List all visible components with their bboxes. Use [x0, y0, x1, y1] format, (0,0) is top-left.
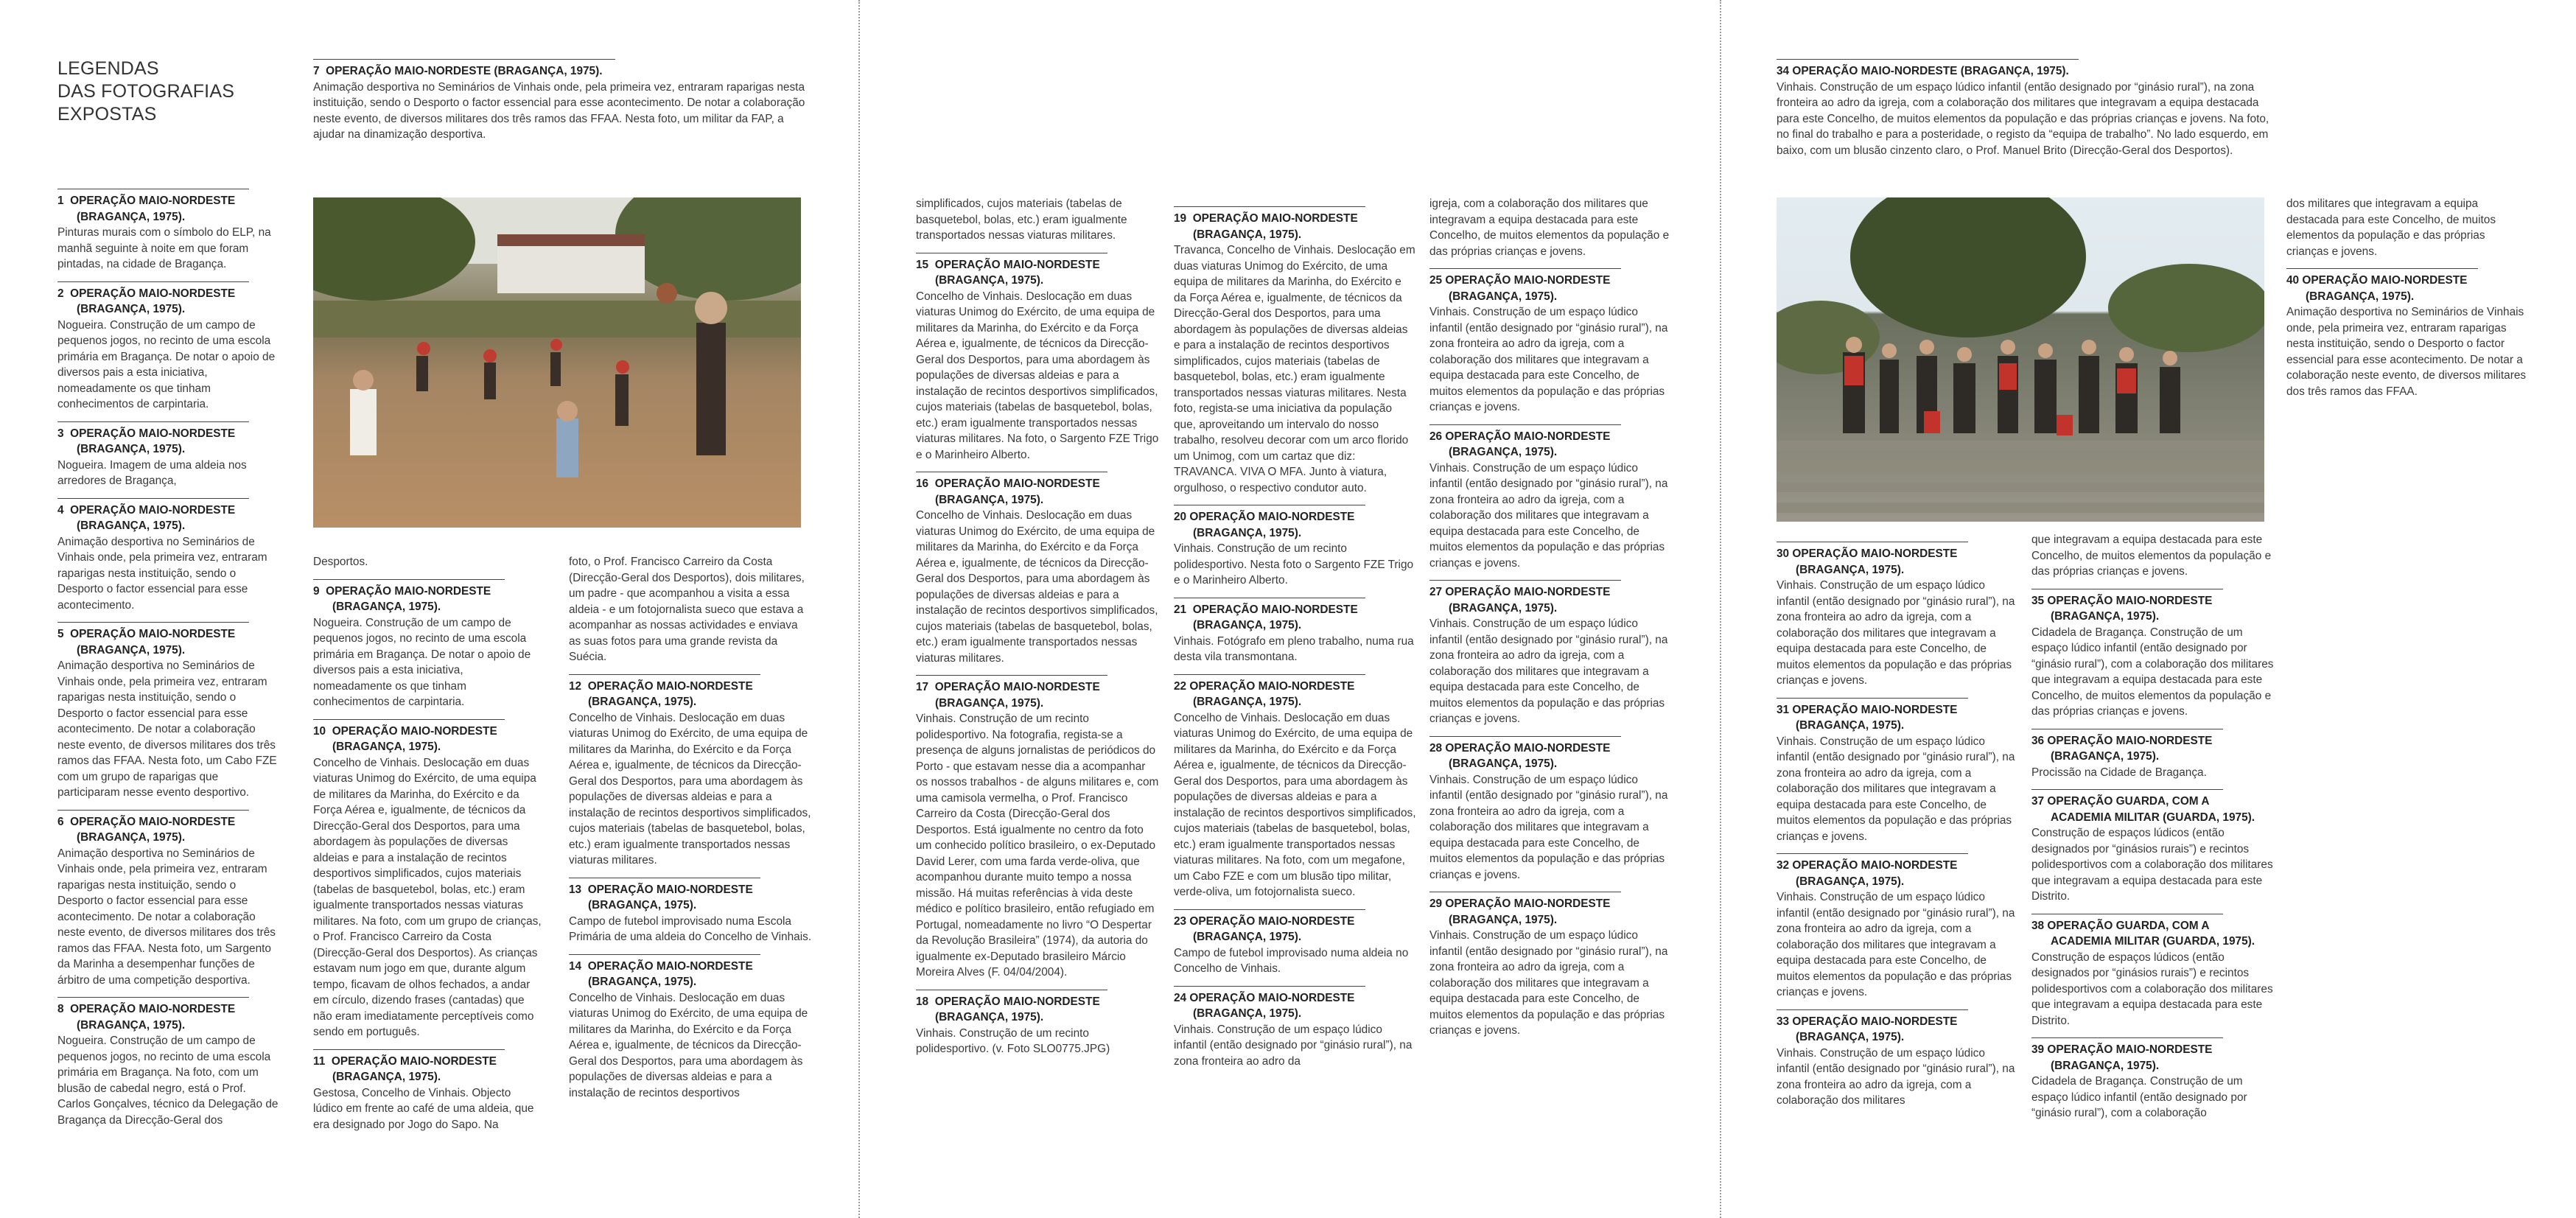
caption-9 — [313, 579, 542, 710]
caption-rule — [569, 954, 760, 955]
caption-38 — [2031, 914, 2275, 1029]
caption-heading: OPERAÇÃO MAIO-NORDESTE — [2047, 1043, 2213, 1056]
caption-subheading: (BRAGANÇA, 1975). — [1193, 931, 1302, 943]
caption-11-continued: foto, o Prof. Francisco Carreiro da Costa (Direcção-Geral dos Desportos), dois militares, um padre - que acompanhou a visita a essa aldeia - e um fotojornalista sueco que estava a acompanhar as nossas actividades e enviava as suas fotos para uma grande revista da Suécia. — [569, 556, 805, 663]
caption-number: 20 — [1174, 511, 1187, 523]
caption-number: 10 — [313, 724, 326, 738]
caption-body: Animação desportiva no Seminários de Vinhais onde, pela primeira vez, entraram raparigas nesta instituição, sendo o Desporto o factor essencial para esse acontecimento. De notar a colaboração neste evento, de diversos militares dos três ramos das FFAA. Nesta foto, um militar da FAP, a ajudar na dinamização desportiva. — [313, 80, 805, 141]
caption-rule — [1777, 59, 2079, 60]
caption-body: Concelho de Vinhais. Deslocação em duas viaturas Unimog do Exército, de uma equipa de militares da Marinha, do Exército e da Força Aérea e, igualmente, de técnicos da Direcção-Geral dos Desportos, para uma abordagem às populações de diversas aldeias e para a instalação de recintos desportivos simplificados, cujos materiais (tabelas de basquetebol, bolas, etc.) eram igualmente transportados nessas viaturas militares. Na foto, com um megafone, um Cabo FZE e com um blusão tipo militar, verde-oliva, um fotojornalista sueco. — [1174, 711, 1416, 898]
caption-column-top-left — [313, 59, 814, 152]
caption-2 — [57, 281, 279, 413]
caption-body: Animação desportiva no Seminários de Vinhais onde, pela primeira vez, entraram raparigas nesta instituição, sendo o Desporto o factor essencial para esse acontecimento. De notar a colaboração neste evento, de diversos militares dos três ramos das FFAA. Nesta foto, um Sargento da Marinha a desempenhar funções de árbitro de uma competição desportiva. — [57, 847, 276, 987]
caption-rule — [569, 674, 760, 675]
caption-body: Vinhais. Construção de um espaço lúdico infantil (então designado por “ginásio rural”), na zona fronteira ao adro da igreja, com a colaboração dos militares que integravam a equipa destacada para este Concelho, de muitos elementos da população e das próprias crianças e jovens. — [1777, 735, 2015, 843]
caption-39-continued: dos militares que integravam a equipa destacada para este Concelho, de muitos elementos da população e das próprias crianças e jovens. — [2286, 197, 2496, 258]
caption-20 — [1174, 505, 1417, 589]
caption-number: 13 — [569, 883, 582, 896]
caption-body: Pinturas murais com o símbolo do ELP, na manhã seguinte à noite em que foram pintadas, na cidade de Bragança. — [57, 226, 271, 270]
caption-number: 1 — [57, 195, 64, 207]
caption-number: 37 — [2031, 795, 2045, 808]
caption-36 — [2031, 729, 2275, 781]
caption-heading: OPERAÇÃO MAIO-NORDESTE — [326, 584, 491, 598]
caption-body: Construção de espaços lúdicos (então designados por “ginásios rurais”) e recintos polidesportivos com a colaboração dos militares que integravam a equipa destacada para este Distrito. — [2031, 951, 2273, 1027]
caption-3 — [57, 421, 279, 489]
caption-number: 14 — [569, 959, 582, 973]
caption-heading: OPERAÇÃO MAIO-NORDESTE — [1792, 1015, 1958, 1028]
caption-body: Concelho de Vinhais. Deslocação em duas viaturas Unimog do Exército, de uma equipa de militares da Marinha, do Exército e da Força Aérea e, igualmente, de técnicos da Direcção-Geral dos Desportos, para uma abordagem às populações de diversas aldeias e para a instalação de recintos desportivos simplificados, cujos materiais (tabelas de basquetebol, bolas, etc.) eram igualmente transportados nessas viaturas militares. — [569, 711, 811, 867]
caption-subheading: (BRAGANÇA, 1975). — [588, 976, 697, 988]
caption-27 — [1429, 580, 1673, 727]
caption-body: Cidadela de Bragança. Construção de um espaço lúdico infantil (então designado por “ginásio rural”), com a colaboração dos militares que integravam a equipa destacada para este Concelho, de muitos elementos da população e das próprias crianças e jovens. — [2031, 626, 2274, 718]
caption-heading: OPERAÇÃO MAIO-NORDESTE — [70, 195, 236, 207]
caption-subheading: (BRAGANÇA, 1975). — [77, 210, 186, 223]
caption-column-d — [916, 196, 1159, 1066]
caption-number: 25 — [1429, 274, 1443, 287]
caption-rule — [57, 498, 249, 499]
caption-subheading: (BRAGANÇA, 1975). — [588, 696, 697, 708]
caption-heading: OPERAÇÃO GUARDA, COM A — [2047, 795, 2210, 808]
caption-body: Concelho de Vinhais. Deslocação em duas viaturas Unimog do Exército, de uma equipa de militares da Marinha, do Exército e da Força Aérea e, igualmente, de técnicos da Direcção-Geral dos Desportos, para uma abordagem às populações de diversas aldeias e para a instalação de recintos desportivos simplificados, cujos materiais (tabelas de basquetebol, bolas, etc.) eram igualmente transportados nessas viaturas militares. — [916, 509, 1158, 665]
caption-column-h — [1777, 542, 2020, 1118]
caption-rule — [1174, 909, 1365, 910]
caption-number: 9 — [313, 584, 320, 598]
caption-subheading: (BRAGANÇA, 1975). — [1796, 563, 1905, 576]
caption-body: Nogueira. Construção de um campo de pequenos jogos, no recinto de uma escola primária em Bragança. Na foto, com um blusão de cabedal negro, está o Prof. Carlos Gonçalves, técnico da Delegação de Bragança da Direcção-Geral dos — [57, 1035, 279, 1127]
section-title-line-2: DAS FOTOGRAFIAS — [57, 81, 235, 102]
caption-body: Nogueira. Construção de um campo de pequenos jogos, no recinto de uma escola primária em Bragança. De notar o apoio de diversos pais a esta iniciativa, nomeadamente os que tinham conhecimentos de carpintaria. — [313, 616, 531, 708]
caption-subheading: (BRAGANÇA, 1975). — [1796, 1031, 1905, 1043]
caption-subheading: ACADEMIA MILITAR (GUARDA, 1975). — [2051, 811, 2255, 824]
caption-body: Travanca, Concelho de Vinhais. Deslocação em duas viaturas Unimog do Exército, de uma equipa de militares da Marinha, do Exército e da Força Aérea e, igualmente, de técnicos da Direcção-Geral dos Desportos, para uma abordagem às populações de diversas aldeias e para a instalação de recintos desportivos simplificados, cujos materiais (tabelas de basquetebol, bolas, etc.) eram igualmente transportados nessas viaturas militares. Nesta foto, regista-se uma iniciativa da população que, aproveitando um intervalo do nosso trabalho, resolveu decorar com um arco florido um Unimog, com um cartaz que diz: TRAVANCA. VIVA O MFA. Junto à viatura, orgulhoso, o respectivo condutor auto. — [1174, 244, 1415, 494]
caption-subheading: (BRAGANÇA, 1975). — [77, 443, 186, 455]
caption-6 — [57, 810, 279, 989]
caption-subheading: (BRAGANÇA, 1975). — [77, 831, 186, 844]
caption-1 — [57, 189, 279, 273]
caption-subheading: (BRAGANÇA, 1975). — [77, 303, 186, 315]
caption-31 — [1777, 698, 2020, 845]
caption-body: Vinhais. Construção de um espaço lúdico infantil (então designado por “ginásio rural”), na zona fronteira ao adro da igreja, com a colaboração dos militares que integravam a equipa destacada para este Concelho, de muitos elementos da população e das próprias crianças e jovens. — [1429, 929, 1668, 1037]
caption-number: 35 — [2031, 594, 2045, 607]
caption-heading: OPERAÇÃO MAIO-NORDESTE — [1445, 741, 1611, 755]
caption-heading: OPERAÇÃO MAIO-NORDESTE — [1445, 586, 1611, 598]
caption-number: 5 — [57, 628, 64, 640]
caption-heading: OPERAÇÃO MAIO-NORDESTE — [1189, 914, 1355, 928]
caption-heading: OPERAÇÃO MAIO-NORDESTE — [1445, 274, 1611, 287]
caption-subheading: (BRAGANÇA, 1975). — [77, 1018, 186, 1032]
caption-body: Animação desportiva no Seminários de Vinhais onde, pela primeira vez, entraram raparigas nesta instituição, sendo o Desporto o factor essencial para esse acontecimento. — [57, 535, 267, 612]
caption-subheading: (BRAGANÇA, 1975). — [332, 601, 441, 613]
caption-heading: OPERAÇÃO MAIO-NORDESTE — [70, 1003, 236, 1015]
caption-29 — [1429, 892, 1673, 1039]
caption-subheading: (BRAGANÇA, 1975). — [332, 741, 441, 753]
caption-body: Vinhais. Construção de um espaço lúdico infantil (então designado por “ginásio rural”), na zona fronteira ao adro da — [1174, 1023, 1413, 1068]
caption-body: Nogueira. Imagem de uma aldeia nos arredores de Bragança, — [57, 458, 247, 487]
caption-heading: OPERAÇÃO MAIO-NORDESTE — [70, 628, 236, 640]
caption-heading: OPERAÇÃO MAIO-NORDESTE — [331, 1054, 497, 1068]
caption-number: 18 — [916, 995, 929, 1008]
caption-rule — [313, 1049, 505, 1050]
caption-rule — [1429, 424, 1621, 425]
caption-body: Vinhais. Construção de um espaço lúdico infantil (então designado por “ginásio rural”), na zona fronteira ao adro da igreja, com a colaboração dos militares que integravam a equipa destacada para este Concelho, de muitos elementos da população e das próprias crianças e jovens. Na foto, no final do trabalho e para a posteridade, o registo da “equipa de trabalho”. No lado esquerdo, em baixo, com um blusão cinzento claro, o Prof. Manuel Brito (Direcção-Geral dos Desportos). — [1777, 80, 2269, 157]
caption-body: Vinhais. Construção de um espaço lúdico infantil (então designado por “ginásio rural”), na zona fronteira ao adro da igreja, com a colaboração dos militares que integravam a equipa destacada para este Concelho, de muitos elementos da população e das próprias crianças e jovens. — [1429, 617, 1668, 725]
caption-number: 11 — [313, 1054, 326, 1068]
caption-heading: OPERAÇÃO MAIO-NORDESTE — [332, 724, 497, 738]
caption-column-g — [2286, 196, 2530, 408]
caption-subheading: (BRAGANÇA, 1975). — [1796, 719, 1905, 732]
caption-subheading: ACADEMIA MILITAR (GUARDA, 1975). — [2051, 935, 2255, 948]
caption-number: 23 — [1174, 914, 1187, 928]
caption-subheading: (BRAGANÇA, 1975). — [2051, 1059, 2160, 1072]
caption-heading: OPERAÇÃO MAIO-NORDESTE — [1192, 212, 1358, 225]
caption-heading: OPERAÇÃO MAIO-NORDESTE — [1445, 897, 1611, 910]
caption-number: 32 — [1777, 859, 1790, 872]
caption-subheading: (BRAGANÇA, 1975). — [2051, 610, 2160, 623]
caption-35 — [2031, 589, 2275, 720]
caption-14 — [569, 954, 812, 1102]
caption-rule — [2031, 789, 2223, 790]
caption-heading: OPERAÇÃO MAIO-NORDESTE — [934, 258, 1100, 271]
caption-heading: OPERAÇÃO MAIO-NORDESTE — [587, 679, 753, 693]
caption-column-c — [569, 554, 812, 1110]
caption-body: Vinhais. Construção de um espaço lúdico infantil (então designado por “ginásio rural”), na zona fronteira ao adro da igreja, com a colaboração dos militares — [1777, 1046, 2015, 1107]
caption-heading: OPERAÇÃO MAIO-NORDESTE — [1445, 430, 1611, 443]
caption-heading: OPERAÇÃO MAIO-NORDESTE — [934, 995, 1100, 1008]
caption-heading: OPERAÇÃO MAIO-NORDESTE — [70, 287, 236, 300]
caption-13 — [569, 878, 812, 945]
caption-subheading: (BRAGANÇA, 1975). — [1449, 913, 1558, 926]
caption-18 — [916, 990, 1159, 1057]
caption-number: 17 — [916, 681, 929, 693]
caption-body: Nogueira. Construção de um campo de pequenos jogos, no recinto de uma escola primária em Bragança. De notar o apoio de diversos pais a esta iniciativa, nomeadamente os que tinham conhecimentos de carpintaria. — [57, 318, 276, 410]
caption-14-continued: simplificados, cujos materiais (tabelas de basquetebol, bolas, etc.) eram igualmente transportados nessas viaturas militares. — [916, 197, 1127, 242]
page-fold-2 — [1720, 0, 1721, 1218]
caption-number: 28 — [1429, 741, 1443, 755]
caption-rule — [57, 421, 249, 422]
caption-body: Animação desportiva no Seminários de Vinhais onde, pela primeira vez, entraram raparigas nesta instituição, sendo o Desporto o factor essencial para esse acontecimento. De notar a colaboração neste evento, de diversos militares dos três ramos das FFAA. — [2286, 306, 2527, 398]
caption-number: 33 — [1777, 1015, 1790, 1028]
caption-heading: OPERAÇÃO MAIO-NORDESTE — [1792, 703, 1958, 716]
caption-body: Animação desportiva no Seminários de Vinhais onde, pela primeira vez, entraram raparigas nesta instituição, sendo o Desporto o factor essencial para esse acontecimento. De notar a colaboração neste evento, de diversos militares dos três ramos das FFAA. Nesta foto, um Cabo FZE com um grupo de raparigas que participaram nesse evento desportivo. — [57, 659, 277, 799]
caption-rule — [57, 810, 249, 811]
caption-number: 22 — [1174, 679, 1187, 693]
caption-body: Construção de espaços lúdicos (então designados por “ginásios rurais”) e recintos polidesportivos com a colaboração dos militares que integravam a equipa destacada para este Distrito. — [2031, 827, 2273, 903]
caption-subheading: (BRAGANÇA, 1975). — [1449, 757, 1558, 770]
caption-subheading: (BRAGANÇA, 1975). — [935, 1011, 1044, 1023]
caption-heading: OPERAÇÃO MAIO-NORDESTE (BRAGANÇA, 1975). — [326, 65, 603, 77]
caption-number: 36 — [2031, 734, 2045, 747]
caption-body: Vinhais. Construção de um recinto polidesportivo. Na fotografia, regista-se a presença de alguns jornalistas de periódicos do Porto - que estavam nesse dia a acompanhar os nossos trabalhos - de alguns militares e, com uma camisola vermelha, o Prof. Francisco Carreiro da Costa (Direcção-Geral dos Desportos. Está igualmente no centro da foto um conhecido político brasileiro, o ex-Deputado David Lerer, com uma farda verde-oliva, que acompanhou durante muito tempo a nossa missão. Há muitas referências à vida deste médico e político brasileiro, então refugiado em Portugal, nomeadamente no livro “O Despertar da Revolução Brasileira” (1974), da autoria do igualmente ex-Deputado brasileiro Márcio Moreira Alves (F. 04/04/2004). — [916, 713, 1159, 979]
caption-number: 21 — [1174, 603, 1187, 616]
caption-body: Vinhais. Construção de um espaço lúdico infantil (então designado por “ginásio rural”), na zona fronteira ao adro da igreja, com a colaboração dos militares que integravam a equipa destacada para este Concelho, de muitos elementos da população e das próprias crianças e jovens. — [1777, 891, 2015, 998]
caption-subheading: (BRAGANÇA, 1975). — [332, 1071, 441, 1083]
caption-8-continued: Desportos. — [313, 556, 368, 568]
caption-body: Vinhais. Construção de um espaço lúdico infantil (então designado por “ginásio rural”), na zona fronteira ao adro da igreja, com a colaboração dos militares que integravam a equipa destacada para este Concelho, de muitos elementos da população e das próprias crianças e jovens. — [1429, 306, 1668, 413]
photo-children-playing-icon — [313, 197, 801, 528]
caption-body: Concelho de Vinhais. Deslocação em duas viaturas Unimog do Exército, de uma equipa de militares da Marinha, do Exército e da Força Aérea e, igualmente, de técnicos da Direcção-Geral dos Desportos, para uma abordagem às populações de diversas aldeias e para a instalação de recintos desportivos simplificados, cujos materiais (tabelas de basquetebol, bolas, etc.) eram igualmente transportados nessas viaturas militares. Na foto, com um grupo de crianças, o Prof. Francisco Carreiro da Costa (Direcção-Geral dos Desportos). As crianças estavam num jogo em que, durante algum tempo, ficavam de olhos fechados, a andar em círculo, dizendo frases (cantadas) que não eram imediatamente perceptíveis como sendo em português. — [313, 756, 542, 1038]
caption-rule — [57, 281, 249, 282]
caption-body: Vinhais. Fotógrafo em pleno trabalho, numa rua desta vila transmontana. — [1174, 634, 1414, 663]
caption-number: 27 — [1429, 586, 1443, 598]
caption-number: 2 — [57, 287, 64, 300]
caption-32 — [1777, 853, 2020, 1001]
caption-body: Vinhais. Construção de um espaço lúdico infantil (então designado por “ginásio rural”), na zona fronteira ao adro da igreja, com a colaboração dos militares que integravam a equipa destacada para este Concelho, de muitos elementos da população e das próprias crianças e jovens. — [1429, 773, 1668, 881]
caption-26 — [1429, 424, 1673, 572]
caption-7 — [313, 59, 814, 143]
caption-number: 12 — [569, 679, 582, 693]
caption-subheading: (BRAGANÇA, 1975). — [1193, 526, 1302, 539]
caption-subheading: (BRAGANÇA, 1975). — [1449, 601, 1558, 615]
photo-group-portrait-icon — [1777, 197, 2264, 522]
caption-number: 8 — [57, 1003, 64, 1015]
caption-heading: OPERAÇÃO MAIO-NORDESTE — [1189, 511, 1355, 523]
caption-rule — [2031, 1037, 2223, 1038]
caption-22 — [1174, 674, 1417, 900]
caption-heading: OPERAÇÃO MAIO-NORDESTE — [587, 959, 753, 973]
caption-33 — [1777, 1009, 2020, 1109]
caption-rule — [2286, 268, 2478, 269]
caption-rule — [1429, 580, 1621, 581]
caption-37 — [2031, 789, 2275, 905]
caption-body: Concelho de Vinhais. Deslocação em duas viaturas Unimog do Exército, de uma equipa de militares da Marinha, do Exército e da Força Aérea e, igualmente, de técnicos da Direcção-Geral dos Desportos, para uma abordagem às populações de diversas aldeias e para a instalação de recintos desportivos simplificados, cujos materiais (tabelas de basquetebol, bolas, etc.) eram igualmente transportados nessas viaturas militares. Na foto, o Sargento FZE Trigo e o Marinheiro Alberto. — [916, 290, 1159, 461]
caption-10 — [313, 719, 542, 1040]
caption-24-continued: igreja, com a colaboração dos militares que integravam a equipa destacada para este Concelho, de muitos elementos da população e das próprias crianças e jovens. — [1429, 197, 1670, 258]
caption-28 — [1429, 736, 1673, 883]
caption-rule — [1174, 674, 1365, 675]
page-fold-1 — [858, 0, 860, 1218]
caption-body: Cidadela de Bragança. Construção de um espaço lúdico infantil (então designado por “ginásio rural”), com a colaboração — [2031, 1075, 2247, 1119]
caption-number: 39 — [2031, 1043, 2045, 1056]
section-title-line-1: LEGENDAS — [57, 58, 159, 79]
caption-heading: OPERAÇÃO GUARDA, COM A — [2047, 919, 2210, 932]
caption-subheading: (BRAGANÇA, 1975). — [1449, 290, 1558, 303]
caption-rule — [1174, 206, 1365, 207]
caption-heading: OPERAÇÃO MAIO-NORDESTE — [70, 503, 236, 517]
caption-19 — [1174, 206, 1417, 496]
caption-body: Procissão na Cidade de Bragança. — [2031, 766, 2207, 779]
caption-body: Gestosa, Concelho de Vinhais. Objecto lúdico em frente ao café de uma aldeia, que era designado por Jogo do Sapo. Na — [313, 1086, 534, 1131]
photo-children-playing — [313, 197, 801, 528]
caption-heading: OPERAÇÃO MAIO-NORDESTE — [587, 883, 753, 896]
caption-number: 40 — [2286, 274, 2300, 287]
caption-subheading: (BRAGANÇA, 1975). — [2051, 750, 2160, 763]
caption-rule — [1777, 698, 1968, 699]
caption-subheading: (BRAGANÇA, 1975). — [588, 899, 697, 911]
caption-number: 30 — [1777, 547, 1790, 560]
caption-40 — [2286, 268, 2530, 399]
caption-column-top-right — [1777, 59, 2278, 167]
caption-subheading: (BRAGANÇA, 1975). — [1193, 619, 1302, 631]
caption-rule — [313, 59, 615, 60]
caption-body: Concelho de Vinhais. Deslocação em duas viaturas Unimog do Exército, de uma equipa de militares da Marinha, do Exército e da Força Aérea e, igualmente, de técnicos da Direcção-Geral dos Desportos, para uma abordagem às populações de diversas aldeias e para a instalação de recintos desportivos — [569, 991, 808, 1099]
caption-body: Campo de futebol improvisado numa Escola Primária de uma aldeia do Concelho de Vinhais. — [569, 914, 812, 943]
caption-21 — [1174, 598, 1417, 665]
caption-subheading: (BRAGANÇA, 1975). — [1796, 875, 1905, 888]
caption-heading: OPERAÇÃO MAIO-NORDESTE — [2302, 274, 2468, 287]
caption-body: Campo de futebol improvisado numa aldeia no Concelho de Vinhais. — [1174, 946, 1409, 975]
caption-number: 38 — [2031, 919, 2045, 932]
caption-heading: OPERAÇÃO MAIO-NORDESTE — [934, 477, 1100, 490]
caption-column-i — [2031, 532, 2275, 1130]
caption-33-continued: que integravam a equipa destacada para este Concelho, de muitos elementos da população e das próprias crianças e jovens. — [2031, 533, 2272, 578]
caption-17 — [916, 675, 1159, 981]
caption-15 — [916, 253, 1159, 463]
caption-number: 31 — [1777, 703, 1790, 716]
caption-rule — [1429, 268, 1621, 269]
caption-subheading: (BRAGANÇA, 1975). — [77, 643, 186, 657]
caption-subheading: (BRAGANÇA, 1975). — [1193, 1007, 1302, 1020]
caption-heading: OPERAÇÃO MAIO-NORDESTE — [1792, 547, 1958, 560]
caption-30 — [1777, 542, 2020, 689]
caption-rule — [1429, 736, 1621, 737]
caption-12 — [569, 674, 812, 869]
caption-rule — [1174, 986, 1365, 987]
caption-8 — [57, 997, 279, 1128]
caption-25 — [1429, 268, 1673, 416]
caption-number: 3 — [57, 427, 64, 440]
caption-body: Vinhais. Construção de um espaço lúdico infantil (então designado por “ginásio rural”), na zona fronteira ao adro da igreja, com a colaboração dos militares que integravam a equipa destacada para este Concelho, de muitos elementos da população e das próprias crianças e jovens. — [1777, 579, 2015, 687]
caption-heading: OPERAÇÃO MAIO-NORDESTE — [1792, 859, 1958, 872]
caption-rule — [1777, 853, 1968, 854]
caption-subheading: (BRAGANÇA, 1975). — [935, 274, 1044, 287]
caption-number: 26 — [1429, 430, 1443, 443]
caption-heading: OPERAÇÃO MAIO-NORDESTE — [1192, 603, 1358, 616]
section-title-line-3: EXPOSTAS — [57, 104, 157, 125]
caption-number: 24 — [1174, 991, 1187, 1004]
caption-number: 6 — [57, 815, 64, 828]
caption-column-f — [1429, 196, 1673, 1048]
caption-34 — [1777, 59, 2278, 158]
caption-subheading: (BRAGANÇA, 1975). — [935, 696, 1044, 710]
caption-number: 16 — [916, 477, 929, 490]
caption-heading: OPERAÇÃO MAIO-NORDESTE — [2047, 594, 2213, 607]
caption-subheading: (BRAGANÇA, 1975). — [1449, 446, 1558, 458]
caption-rule — [313, 579, 505, 580]
caption-subheading: (BRAGANÇA, 1975). — [1193, 696, 1302, 708]
caption-heading: OPERAÇÃO MAIO-NORDESTE — [70, 815, 236, 828]
caption-rule — [1777, 1009, 1968, 1010]
caption-subheading: (BRAGANÇA, 1975). — [2306, 290, 2415, 303]
caption-rule — [313, 719, 505, 720]
caption-heading: OPERAÇÃO MAIO-NORDESTE — [1189, 679, 1355, 693]
caption-rule — [916, 675, 1107, 676]
caption-body: Vinhais. Construção de um recinto polidesportivo. Nesta foto o Sargento FZE Trigo e o Marinheiro Alberto. — [1174, 542, 1414, 587]
caption-number: 34 — [1777, 65, 1790, 77]
caption-rule — [57, 622, 249, 623]
caption-39 — [2031, 1037, 2275, 1121]
caption-heading: OPERAÇÃO MAIO-NORDESTE — [934, 681, 1100, 693]
caption-number: 7 — [313, 65, 320, 77]
caption-number: 4 — [57, 503, 64, 517]
caption-number: 19 — [1174, 212, 1187, 225]
caption-body: Vinhais. Construção de um recinto polidesportivo. (v. Foto SLO0775.JPG) — [916, 1026, 1110, 1055]
caption-subheading: (BRAGANÇA, 1975). — [1193, 228, 1302, 241]
caption-number: 29 — [1429, 897, 1443, 910]
caption-subheading: (BRAGANÇA, 1975). — [77, 519, 186, 532]
caption-11 — [313, 1049, 542, 1133]
caption-heading: OPERAÇÃO MAIO-NORDESTE — [1189, 991, 1355, 1004]
caption-23 — [1174, 909, 1417, 977]
caption-number: 15 — [916, 258, 929, 271]
caption-heading: OPERAÇÃO MAIO-NORDESTE — [2047, 734, 2213, 747]
caption-column-b — [313, 554, 542, 1141]
caption-heading: OPERAÇÃO MAIO-NORDESTE (BRAGANÇA, 1975). — [1792, 65, 2069, 77]
caption-body: Vinhais. Construção de um espaço lúdico infantil (então designado por “ginásio rural”), na zona fronteira ao adro da igreja, com a colaboração dos militares que integravam a equipa destacada para este Concelho, de muitos elementos da população e das próprias crianças e jovens. — [1429, 461, 1668, 570]
caption-4 — [57, 498, 279, 614]
photo-group-portrait — [1777, 197, 2264, 522]
caption-16 — [916, 472, 1159, 666]
caption-heading: OPERAÇÃO MAIO-NORDESTE — [70, 427, 236, 440]
caption-column-e — [1174, 206, 1417, 1078]
caption-subheading: (BRAGANÇA, 1975). — [935, 493, 1044, 506]
section-title — [57, 57, 234, 126]
caption-rule — [57, 997, 249, 998]
caption-24 — [1174, 986, 1417, 1070]
caption-5 — [57, 622, 279, 801]
caption-column-a — [57, 189, 279, 1137]
